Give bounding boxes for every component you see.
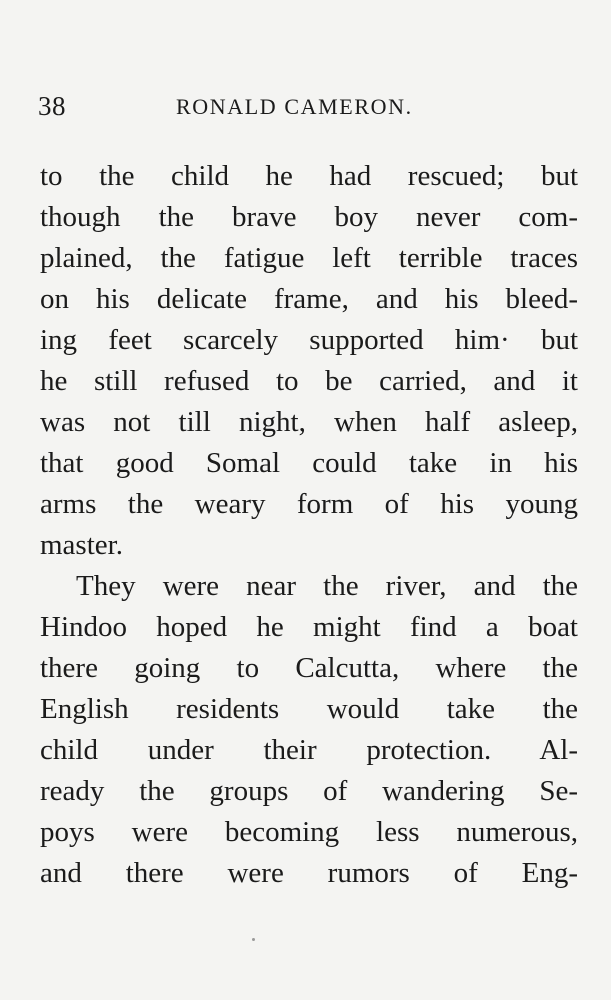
page-number: 38	[38, 91, 66, 121]
running-title: RONALD CAMERON.	[176, 94, 413, 119]
text-line: though the brave boy never com-	[40, 201, 578, 233]
text-line: there going to Calcutta, where the	[40, 652, 578, 684]
text-line: plained, the fatigue left terrible traces	[40, 242, 578, 274]
text-line: child under their protection. Al-	[40, 734, 578, 766]
text-line: he still refused to be carried, and it	[40, 365, 578, 397]
text-line: was not till night, when half asleep,	[40, 406, 578, 438]
text-line: They were near the river, and the	[76, 570, 578, 602]
text-line: English residents would take the	[40, 693, 578, 725]
paragraph-2	[40, 566, 578, 894]
text-line: to the child he had rescued; but	[40, 160, 578, 192]
text-line: poys were becoming less numerous,	[40, 816, 578, 848]
text-line: on his delicate frame, and his bleed-	[40, 283, 578, 315]
paper-speck	[252, 938, 255, 941]
text-line: ready the groups of wandering Se-	[40, 775, 578, 807]
text-line: ing feet scarcely supported him· but	[40, 324, 578, 356]
text-line: master.	[40, 529, 123, 561]
text-line: and there were rumors of Eng-	[40, 857, 578, 889]
running-head	[38, 90, 578, 130]
text-line: arms the weary form of his young	[40, 488, 578, 520]
paragraph-1	[40, 156, 578, 566]
text-line: that good Somal could take in his	[40, 447, 578, 479]
text-line: Hindoo hoped he might find a boat	[40, 611, 578, 643]
body-text	[40, 156, 578, 894]
